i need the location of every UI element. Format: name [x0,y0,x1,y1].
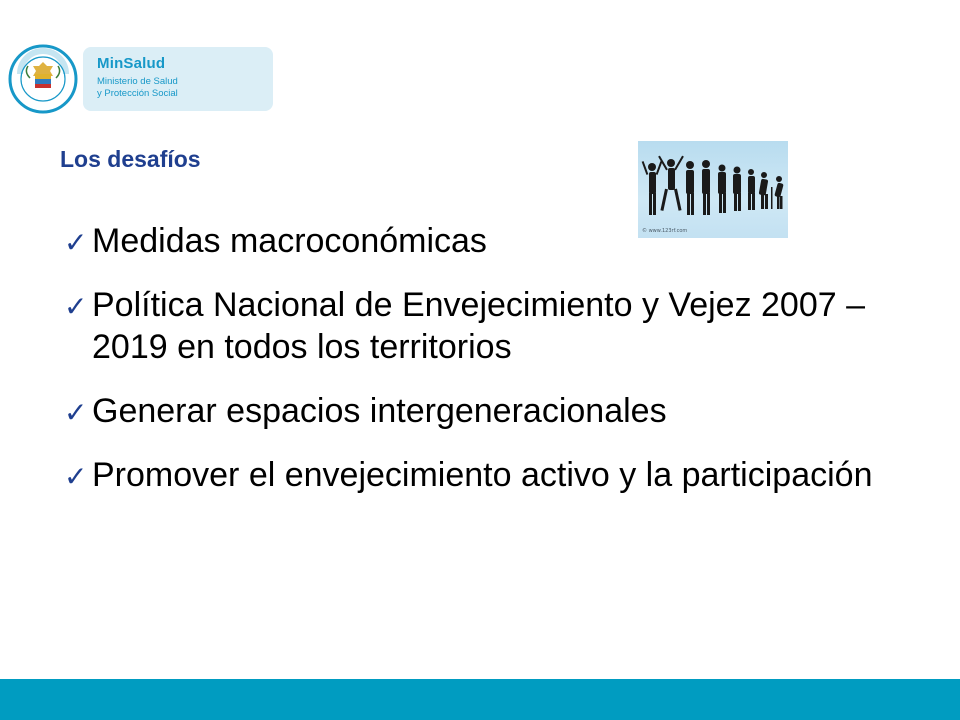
list-item [60,454,872,496]
logo-brand: MinSalud [97,55,166,72]
colombia-seal-icon [8,44,78,114]
bullet-text: Generar espacios intergeneracionales [92,392,667,430]
image-credit: © www.123rf.com [642,228,688,234]
logo-line-1: Ministerio de Salud [97,76,178,87]
bullet-text: Política Nacional de Envejecimiento y Vejez 2007 – 2019 en todos los territorios [92,286,866,366]
logo-line-2: y Protección Social [97,88,178,99]
checkmark-icon: ✓ [64,226,88,259]
checkmark-icon: ✓ [64,290,88,323]
footer-bar [0,679,960,720]
minsalud-logo [8,44,274,114]
people-silhouettes-image [638,141,788,238]
bullet-text: Promover el envejecimiento activo y la participación [92,456,873,494]
bullet-text: Medidas macroconómicas [92,222,487,260]
checkmark-icon: ✓ [64,460,88,493]
checkmark-icon: ✓ [64,396,88,429]
list-item [60,390,667,432]
list-item [60,284,925,368]
slide-title: Los desafíos [60,146,201,172]
logo-text-box [83,47,273,111]
list-item [60,220,487,262]
